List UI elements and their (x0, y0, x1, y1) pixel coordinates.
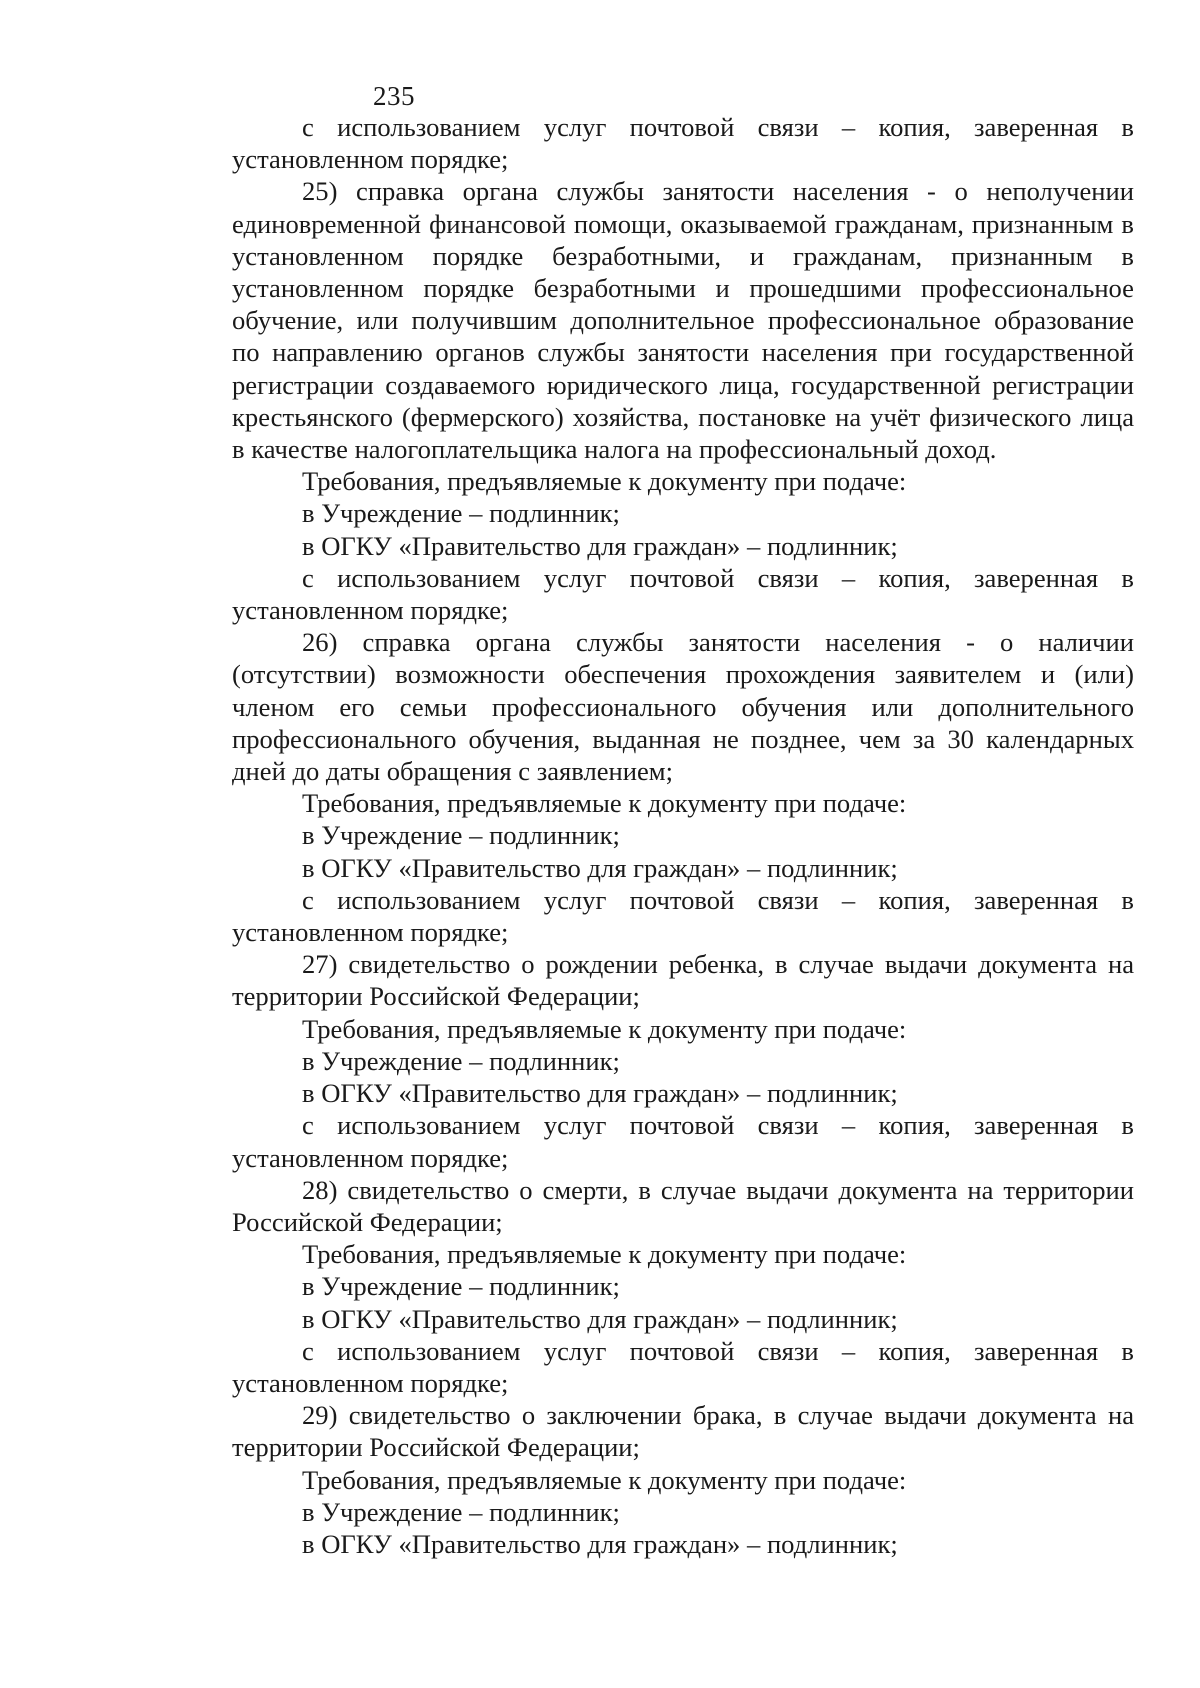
document-body (232, 111, 1134, 1560)
paragraph-requirements-heading: Требования, предъявляемые к документу при подаче: (302, 466, 907, 497)
paragraph-institution-original: в Учреждение – подлинник; (302, 498, 620, 529)
paragraph-postal-copy: с использованием услуг почтовой связи – копия, заверенная в установленном порядке; (232, 1110, 1134, 1173)
paragraph-requirements-heading: Требования, предъявляемые к документу при подаче: (302, 788, 907, 819)
paragraph-item-28: 28) свидетельство о смерти, в случае выдачи документа на территории Российской Федерации; (232, 1174, 1134, 1237)
paragraph-postal-copy-1: с использованием услуг почтовой связи – копия, заверенная в установленном порядке; (232, 112, 1134, 175)
page-number: 235 (373, 81, 415, 111)
paragraph-postal-copy: с использованием услуг почтовой связи – копия, заверенная в установленном порядке; (232, 884, 1134, 948)
paragraph-requirements-heading: Требования, предъявляемые к документу при подаче: (302, 1013, 907, 1044)
paragraph-item-26: 26) справка органа службы занятости населения - о наличии (отсутствии) возможности обеспечения прохождения заявителем и (или) членом его семьи профессионального обучения или дополнительного профессионального обучения, выданная не позднее, чем за 30 календарных дней до даты обращения с заявлением; (232, 627, 1134, 787)
paragraph-institution-original: в Учреждение – подлинник; (302, 820, 620, 851)
paragraph-requirements-heading: Требования, предъявляемые к документу при подаче: (302, 1239, 907, 1270)
paragraph-ogku-original: в ОГКУ «Правительство для граждан» – подлинник; (302, 530, 898, 561)
paragraph-postal-copy: с использованием услуг почтовой связи – копия, заверенная в установленном порядке; (232, 562, 1134, 626)
paragraph-item-25: 25) справка органа службы занятости населения - о неполучении единовременной финансовой помощи, оказываемой гражданам, признанным в установленном порядке безработными, и гражданам, признанным в установленном порядке безработными и прошедшими профессиональное обучение, или получившим дополнительное профессиональное образование по направлению органов службы занятости населения при государственной регистрации создаваемого юридического лица, государственной регистрации крестьянского (фермерского) хозяйства, постановке на учёт физического лица в качестве налогоплательщика налога на профессиональный доход. (232, 176, 1134, 465)
paragraph-institution-original: в Учреждение – подлинник; (302, 1496, 620, 1527)
paragraph-ogku-original: в ОГКУ «Правительство для граждан» – подлинник; (302, 852, 898, 883)
paragraph-item-27: 27) свидетельство о рождении ребенка, в случае выдачи документа на территории Российской Федерации; (232, 949, 1134, 1012)
paragraph-item-29: 29) свидетельство о заключении брака, в случае выдачи документа на территории Российской Федерации; (232, 1400, 1134, 1463)
paragraph-requirements-heading: Требования, предъявляемые к документу при подаче: (302, 1464, 907, 1495)
paragraph-ogku-original: в ОГКУ «Правительство для граждан» – подлинник; (302, 1303, 898, 1334)
paragraph-institution-original: в Учреждение – подлинник; (302, 1045, 620, 1076)
page-number-container (0, 80, 1200, 112)
paragraph-ogku-original: в ОГКУ «Правительство для граждан» – подлинник; (302, 1528, 898, 1559)
paragraph-institution-original: в Учреждение – подлинник; (302, 1271, 620, 1302)
paragraph-postal-copy: с использованием услуг почтовой связи – копия, заверенная в установленном порядке; (232, 1335, 1134, 1398)
paragraph-ogku-original: в ОГКУ «Правительство для граждан» – подлинник; (302, 1078, 898, 1109)
